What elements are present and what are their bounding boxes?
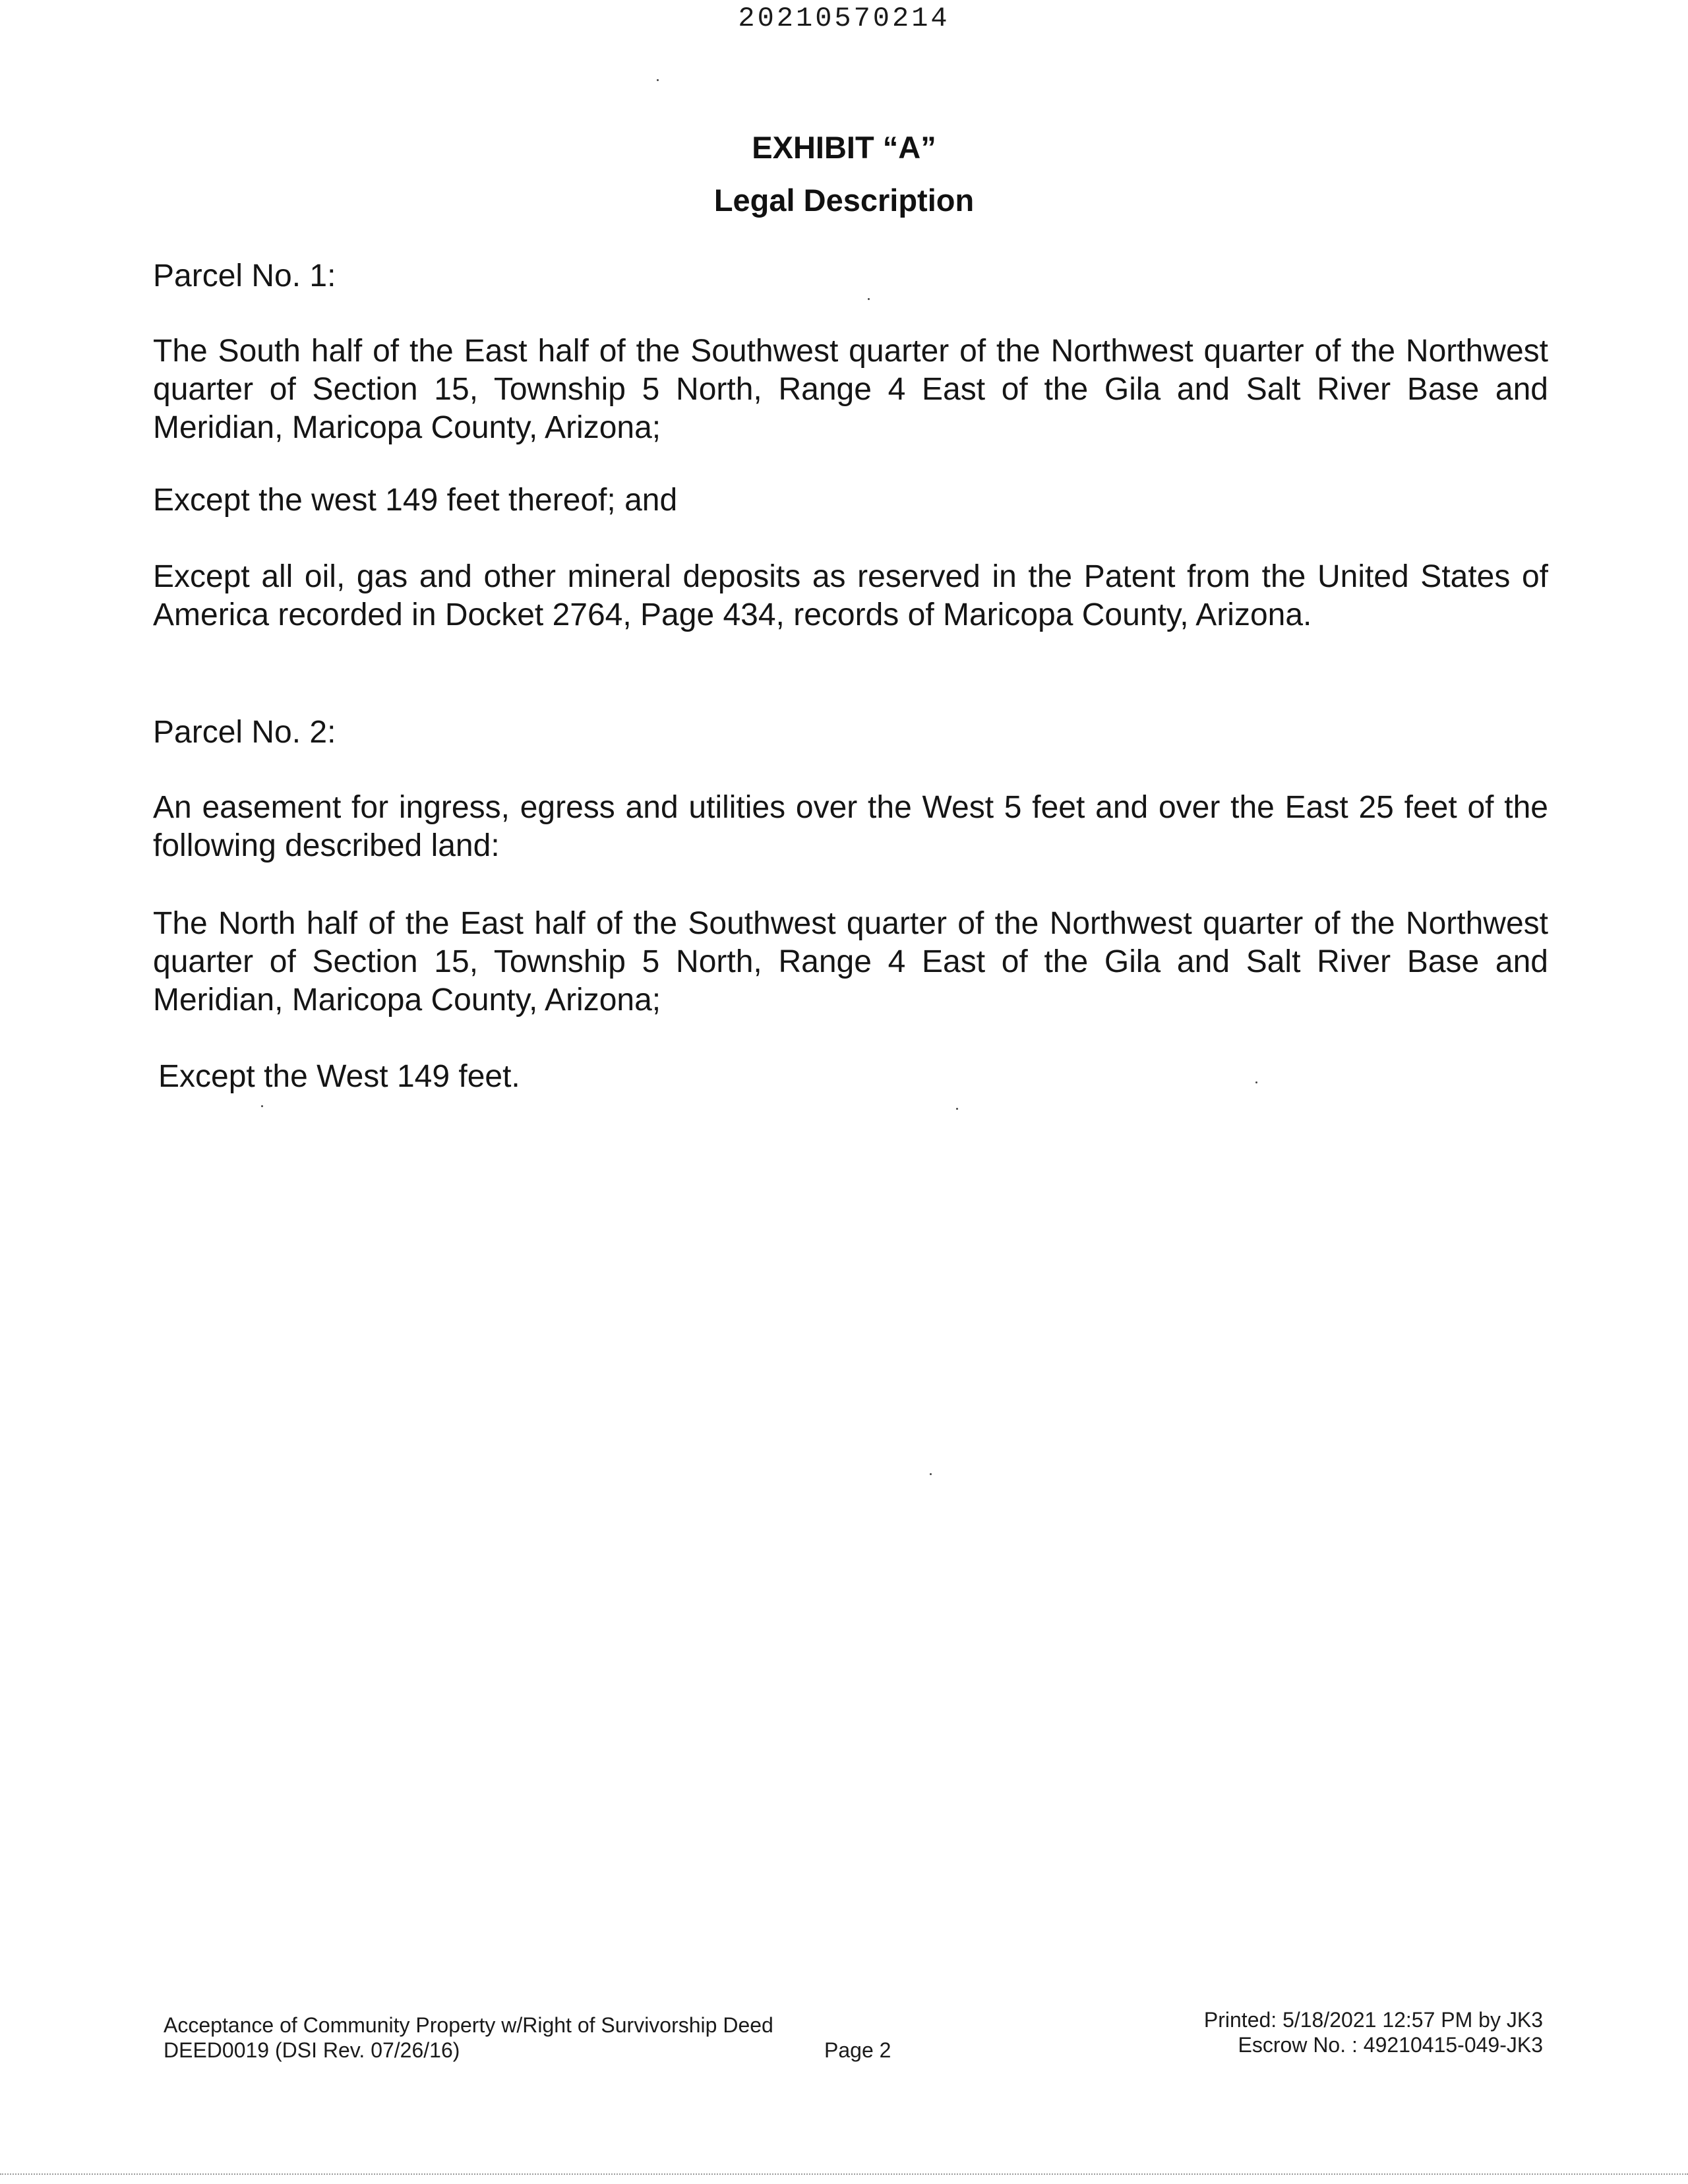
parcel-2-exception: Except the West 149 feet.: [158, 1059, 520, 1094]
footer-form-code: DEED0019 (DSI Rev. 07/26/16): [164, 2038, 460, 2062]
exhibit-subtitle: Legal Description: [713, 183, 975, 218]
parcel-2-heading: Parcel No. 2:: [153, 715, 336, 750]
parcel-1-description: The South half of the East half of the Southwest quarter of the Northwest quarter of the Northwest quarter of Section 15, Township 5 North, Range 4 East of the Gila and Salt River Base and Meridian, Maricopa County, Arizona;: [153, 334, 1548, 445]
footer-escrow: Escrow No. : 49210415-049-JK3: [1238, 2033, 1543, 2057]
scan-speck: [261, 1105, 263, 1107]
scan-speck: [1255, 1081, 1257, 1083]
parcel-1-heading: Parcel No. 1:: [153, 258, 336, 293]
exhibit-title: EXHIBIT “A”: [752, 130, 936, 165]
scan-speck: [930, 1473, 932, 1475]
parcel-1-exception-2: Except all oil, gas and other mineral deposits as reserved in the Patent from the United States of America recorded in Docket 2764, Page 434, records of Maricopa County, Arizona.: [153, 559, 1548, 632]
parcel-2-easement: An easement for ingress, egress and utilities over the West 5 feet and over the East 25 feet of the following described land:: [153, 790, 1548, 863]
parcel-1-exception-1: Except the west 149 feet thereof; and: [153, 483, 678, 518]
scan-speck: [956, 1108, 958, 1110]
footer-page-number: Page 2: [824, 2038, 891, 2062]
footer-print-info: [1081, 2007, 1543, 2057]
scan-speck: [868, 298, 870, 300]
footer-form-title: Acceptance of Community Property w/Right of Survivorship Deed: [164, 2013, 773, 2037]
recording-number: 20210570214: [738, 3, 950, 34]
parcel-2-description: The North half of the East half of the Southwest quarter of the Northwest quarter of the Northwest quarter of Section 15, Township 5 North, Range 4 East of the Gila and Salt River Base and Meridian, Maricopa County, Arizona;: [153, 906, 1548, 1017]
footer-form-info: [164, 2013, 773, 2063]
footer-printed: Printed: 5/18/2021 12:57 PM by JK3: [1203, 2008, 1543, 2032]
scan-speck: [657, 79, 659, 81]
scan-edge-line: [0, 2173, 1688, 2175]
